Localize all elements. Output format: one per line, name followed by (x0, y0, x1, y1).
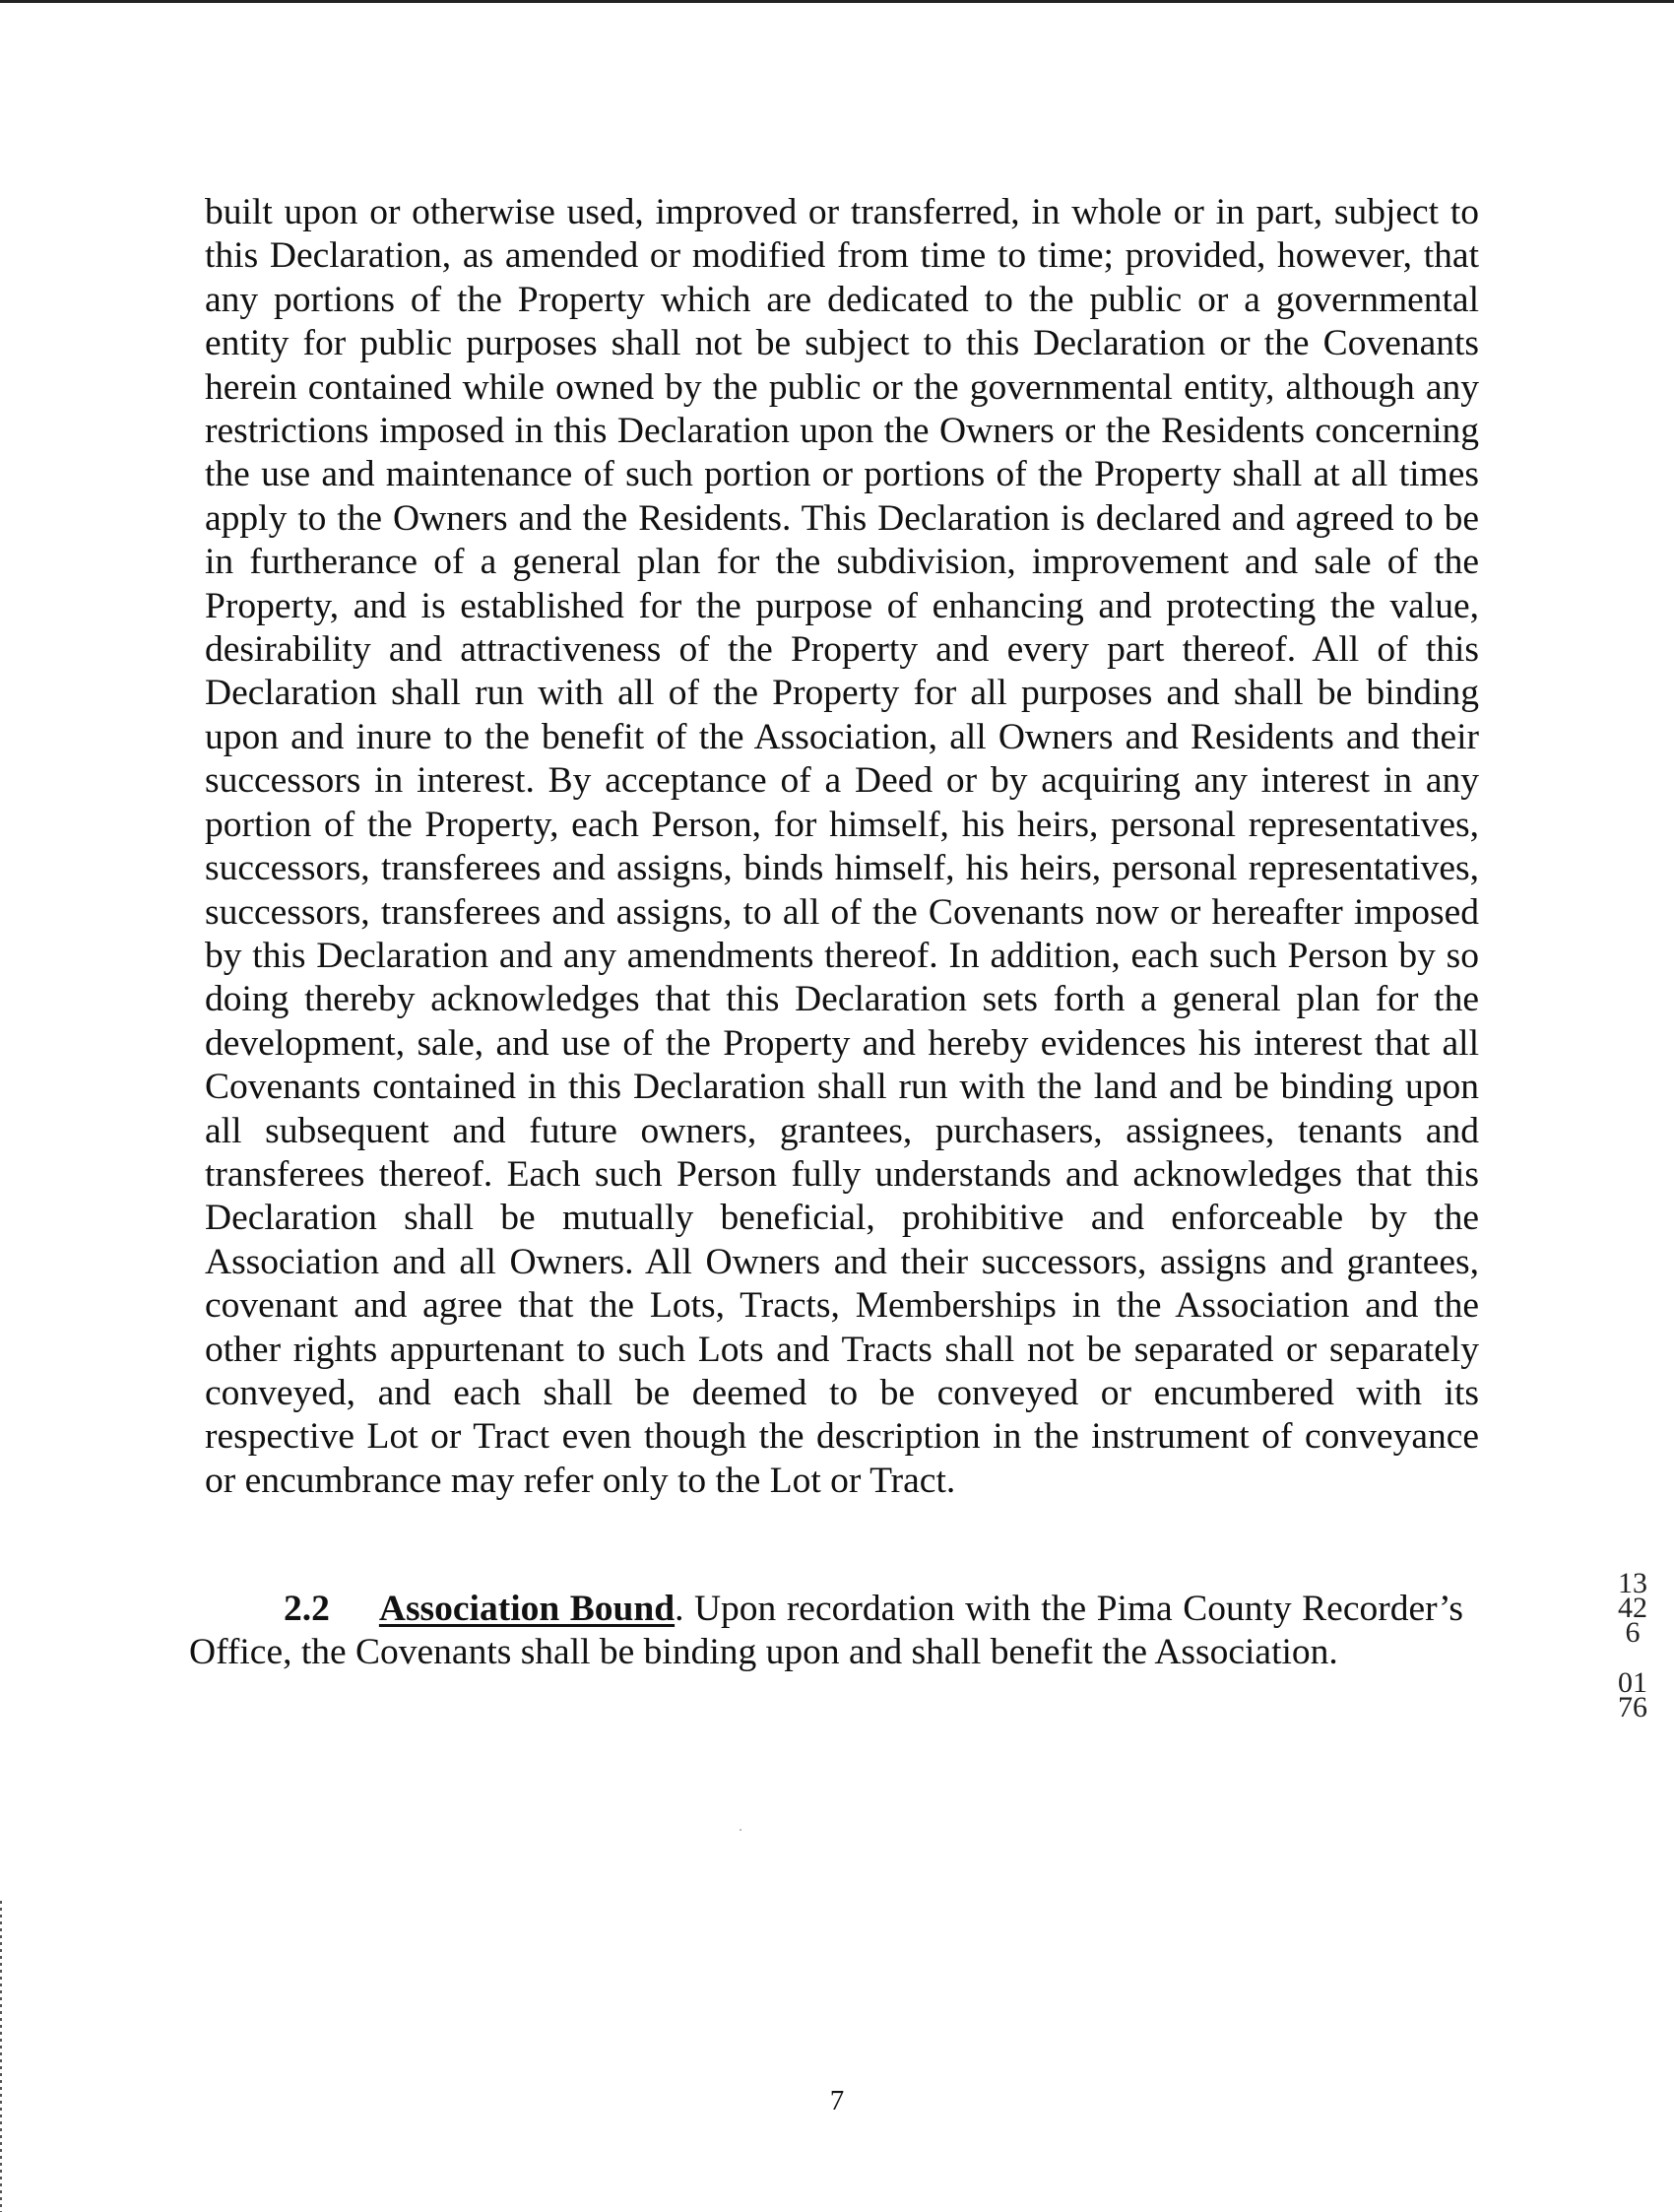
section-2-2 (189, 1588, 1463, 1675)
recording-page-number: 0176 (1618, 1666, 1647, 1724)
section-text: Upon recordation with the Pima County Recorder’s Office, the Covenants shall be binding upon and shall benefit the Association. (189, 1589, 1463, 1673)
recording-stamp (1615, 1567, 1650, 1724)
section-number: 2.2 (284, 1589, 330, 1629)
body-paragraph: built upon or otherwise used, improved or transferred, in whole or in part, subject to this Declaration, as amended or modified from time to time; provided, however, that any portions of the Property which are dedicated to the public or a governmental entity for public purposes shall not be subject to this Declaration or the Covenants herein contained while owned by the public or the governmental entity, although any restrictions imposed in this Declaration upon the Owners or the Residents concerning the use and maintenance of such portion or portions of the Property shall at all times apply to the Owners and the Residents. This Declaration is declared and agreed to be in furtherance of a general plan for the subdivision, improvement and sale of the Property, and is established for the purpose of enhancing and protecting the value, desirability and attractiveness of the Property and every part thereof. All of this Declaration shall run with all of the Property for all purposes and shall be binding upon and inure to the benefit of the Association, all Owners and Residents and their successors in interest. By acceptance of a Deed or by acquiring any interest in any portion of the Property, each Person, for himself, his heirs, personal representatives, successors, transferees and assigns, binds himself, his heirs, personal representatives, successors, transferees and assigns, to all of the Covenants now or hereafter imposed by this Declaration and any amendments thereof. In addition, each such Person by so doing thereby acknowledges that this Declaration sets forth a general plan for the development, sale, and use of the Property and hereby evidences his interest that all Covenants contained in this Declaration shall run with the land and be binding upon all subsequent and future owners, grantees, purchasers, assignees, tenants and transferees thereof. Each such Person fully understands and acknowledges that this Declaration shall be mutually beneficial, prohibitive and enforceable by the Association and all Owners. All Owners and their successors, assigns and grantees, covenant and agree that the Lots, Tracts, Memberships in the Association and the other rights appurtenant to such Lots and Tracts shall not be separated or separately conveyed, and each shall be deemed to be conveyed or encumbered with its respective Lot or Tract even though the description in the instrument of conveyance or encumbrance may refer only to the Lot or Tract. (205, 192, 1479, 1501)
scan-speck (740, 1829, 741, 1831)
section-title-period: . (675, 1589, 684, 1629)
section-title: Association Bound (378, 1589, 676, 1629)
page-number: 7 (829, 2085, 845, 2116)
left-scan-edge (0, 1901, 2, 2212)
top-scan-border (0, 0, 1674, 3)
recording-docket-number: 13426 (1618, 1567, 1647, 1649)
